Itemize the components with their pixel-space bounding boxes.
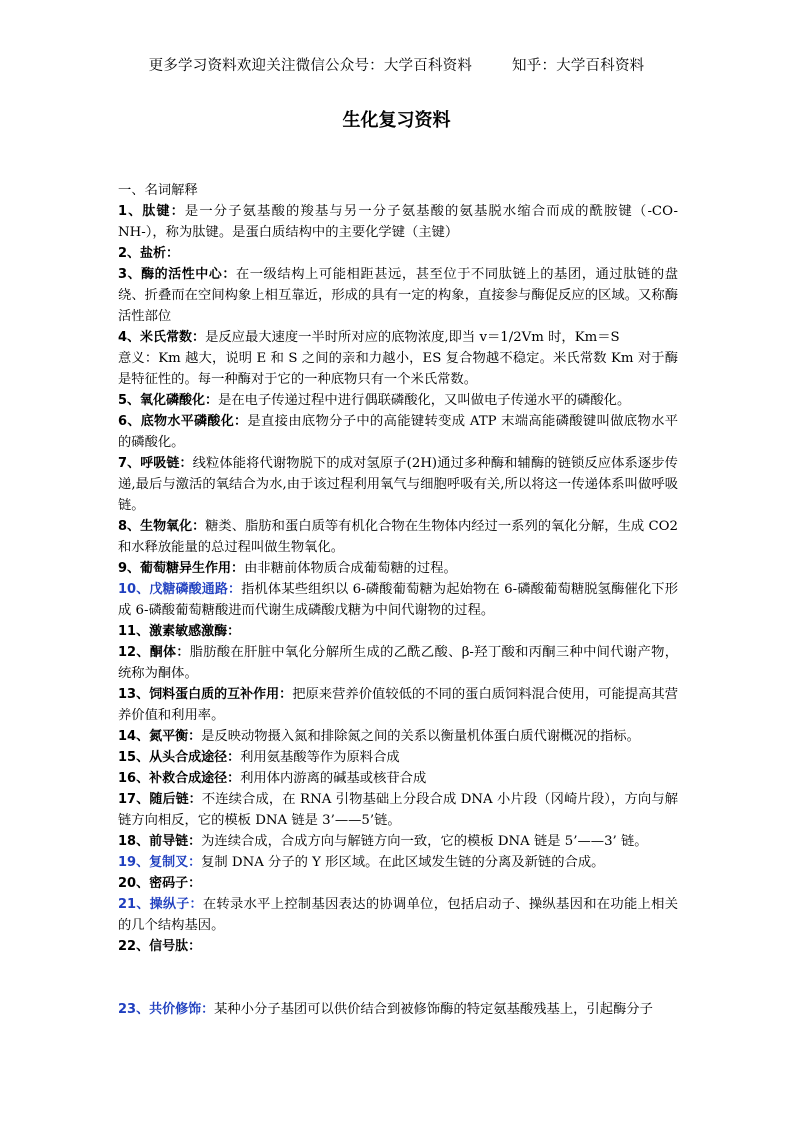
definition-text: 脂肪酸在肝脏中氧化分解所生成的乙酰乙酸、β-羟丁酸和丙酮三种中间代谢产物，统称为酮体。 — [118, 645, 678, 681]
definition-entry — [118, 894, 678, 936]
definition-term-text: 酶的活性中心： — [141, 267, 236, 282]
definition-text: 在转录水平上控制基因表达的协调单位，包括启动子、操纵基因和在功能上相关的几个结构基因。 — [118, 897, 678, 933]
definition-term — [118, 645, 190, 660]
definition-number: 11、 — [118, 624, 150, 639]
definition-term-text: 呼吸链： — [140, 456, 193, 471]
document-title: 生化复习资料 — [342, 110, 451, 131]
definition-entry — [118, 831, 678, 852]
definition-number: 5、 — [118, 393, 141, 408]
definition-term — [118, 456, 193, 471]
section-heading: 一、名词解释 — [118, 183, 198, 198]
definition-text: 利用体内游离的碱基或核苷合成 — [240, 771, 427, 786]
definition-text: 把原来营养价值较低的不同的蛋白质饲料混合使用，可能提高其营养价值和利用率。 — [118, 687, 678, 723]
definition-term-text: 操纵子： — [149, 897, 203, 912]
definition-term-text: 密码子： — [149, 876, 202, 891]
definition-text: 某种小分子基团可以供价结合到被修饰酶的特定氨基酸残基上，引起酶分子 — [214, 1002, 653, 1017]
definition-number: 1、 — [118, 204, 143, 219]
definition-term — [118, 414, 247, 429]
document-body — [118, 180, 678, 1020]
definition-term-text: 激素敏感激酶： — [149, 624, 241, 639]
definition-text: 在一级结构上可能相距甚远，甚至位于不同肽链上的基团，通过肽链的盘绕、折叠而在空间构象上相互靠近，形成的具有一定的构象，直接参与酶促反应的区域。又称酶活性部位 — [118, 267, 679, 324]
definition-number: 3、 — [118, 267, 142, 282]
definition-term — [118, 561, 244, 576]
definition-term — [118, 750, 240, 765]
definition-number: 15、 — [118, 750, 150, 765]
definition-number: 18、 — [118, 834, 150, 849]
definition-entry — [118, 516, 678, 558]
header-zhihu-text: 知乎：大学百科资料 — [512, 58, 645, 74]
definition-number: 23、 — [118, 1002, 150, 1017]
definition-term — [118, 519, 205, 534]
definition-entry — [118, 243, 678, 264]
definition-term-text: 氧化磷酸化： — [140, 393, 219, 408]
definition-number: 8、 — [118, 519, 141, 534]
definition-term — [118, 330, 205, 345]
definition-entry — [118, 579, 678, 621]
definition-number: 4、 — [118, 330, 141, 345]
definition-text: 利用氨基酸等作为原料合成 — [240, 750, 400, 765]
definition-entry — [118, 201, 678, 243]
definition-term-text: 复制叉： — [149, 855, 202, 870]
definition-term — [118, 246, 179, 261]
definition-term-text: 前导链： — [149, 834, 202, 849]
definition-text: 是一分子氨基酸的羧基与另一分子氨基酸的氨基脱水缩合而成的酰胺键（-CO-NH-），称为肽键。是蛋白质结构中的主要化学键（主键） — [118, 204, 678, 240]
blank-space — [118, 957, 678, 999]
definition-term-text: 补救合成途径： — [149, 771, 241, 786]
definition-number: 13、 — [118, 687, 150, 702]
definition-term — [118, 897, 203, 912]
definition-term — [118, 771, 240, 786]
definition-term — [118, 729, 201, 744]
definition-list — [118, 201, 678, 1020]
header-wechat-text: 更多学习资料欢迎关注微信公众号：大学百科资料 — [148, 58, 473, 74]
definition-term-text: 酮体： — [149, 645, 190, 660]
definition-entry — [118, 621, 678, 642]
definition-text: 是反应最大速度一半时所对应的底物浓度,即当 v＝1/2Vm 时，Km＝S — [205, 330, 620, 345]
definition-entry — [118, 999, 678, 1020]
definition-entry — [118, 684, 678, 726]
definition-entry — [118, 411, 678, 453]
definition-term — [118, 267, 236, 282]
definition-term — [118, 939, 201, 954]
definition-term — [118, 393, 218, 408]
definition-number: 6、 — [118, 414, 141, 429]
definition-entry — [118, 558, 678, 579]
definition-entry — [118, 453, 678, 516]
definition-text: 复制 DNA 分子的 Y 形区域。在此区域发生链的分离及新链的合成。 — [201, 855, 605, 870]
definition-term — [118, 855, 201, 870]
definition-entry — [118, 264, 678, 327]
definition-term — [118, 792, 202, 807]
definition-term — [118, 582, 241, 597]
definition-term-text: 信号肽： — [149, 939, 202, 954]
definition-number: 16、 — [118, 771, 150, 786]
definition-text: 为连续合成，合成方向与解链方向一致，它的模板 DNA 链是 5’——3’ 链。 — [201, 834, 648, 849]
definition-text: 是在电子传递过程中进行偶联磷酸化，又叫做电子传递水平的磷酸化。 — [218, 393, 631, 408]
definition-number: 12、 — [118, 645, 150, 660]
definition-entry — [118, 873, 678, 894]
definition-text: 糖类、脂肪和蛋白质等有机化合物在生物体内经过一系列的氧化分解，生成 CO2 和水释放能量的总过程叫做生物氧化。 — [118, 519, 678, 555]
definition-number: 22、 — [118, 939, 150, 954]
definition-entry — [118, 726, 678, 747]
definition-term-text: 肽键： — [142, 204, 185, 219]
definition-term — [118, 204, 185, 219]
definition-term — [118, 687, 292, 702]
definition-number: 10、 — [118, 582, 150, 597]
definition-number: 19、 — [118, 855, 150, 870]
definition-term-text: 米氏常数： — [140, 330, 206, 345]
definition-term-text: 饲料蛋白质的互补作用： — [149, 687, 293, 702]
definition-text: 是直接由底物分子中的高能键转变成 ATP 末端高能磷酸键叫做底物水平的磷酸化。 — [118, 414, 678, 450]
definition-text: 指机体某些组织以 6-磷酸葡萄糖为起始物在 6-磷酸葡萄糖脱氢酶催化下形成 6-磷酸葡萄糖酸进而代谢生成磷酸戊糖为中间代谢物的过程。 — [118, 582, 678, 618]
definition-entry — [118, 768, 678, 789]
definition-term-text: 氮平衡： — [149, 729, 202, 744]
definition-term — [118, 876, 201, 891]
definition-term — [118, 834, 201, 849]
definition-entry — [118, 936, 678, 957]
definition-entry — [118, 852, 678, 873]
definition-term-text: 盐析： — [140, 246, 180, 261]
definition-entry — [118, 642, 678, 684]
definition-text: 是反映动物摄入氮和排除氮之间的关系以衡量机体蛋白质代谢概况的指标。 — [201, 729, 640, 744]
definition-number: 7、 — [118, 456, 141, 471]
definition-term — [118, 624, 240, 639]
definition-number: 17、 — [118, 792, 150, 807]
page-header — [0, 54, 793, 75]
definition-term-text: 葡萄糖异生作用： — [140, 561, 245, 576]
definition-text: 线粒体能将代谢物脱下的成对氢原子(2H)通过多种酶和辅酶的链锁反应体系逐步传递,最后与激活的氧结合为水,由于该过程利用氧气与细胞呼吸有关,所以将这一传递体系叫做呼吸链。 — [118, 456, 678, 513]
definition-text: 不连续合成，在 RNA 引物基础上分段合成 DNA 小片段（冈崎片段），方向与解链方向相反，它的模板 DNA 链是 3’——5’链。 — [118, 792, 678, 828]
definition-term-text: 随后链： — [149, 792, 202, 807]
definition-term-text: 底物水平磷酸化： — [140, 414, 248, 429]
definition-entry — [118, 390, 678, 411]
definition-term — [118, 1002, 214, 1017]
definition-term-text: 戊糖磷酸通路： — [149, 582, 242, 597]
definition-term-text: 从头合成途径： — [149, 750, 241, 765]
definition-number: 20、 — [118, 876, 150, 891]
definition-entry — [118, 747, 678, 768]
definition-number: 9、 — [118, 561, 141, 576]
definition-number: 2、 — [118, 246, 141, 261]
definition-term-text: 生物氧化： — [140, 519, 206, 534]
definition-entry — [118, 789, 678, 831]
definition-term-text: 共价修饰： — [149, 1002, 215, 1017]
definition-extra: 意义：Km 越大，说明 E 和 S 之间的亲和力越小，ES 复合物越不稳定。米氏常数 Km 对于酶是特征性的。每一种酶对于它的一种底物只有一个米氏常数。 — [118, 351, 678, 387]
definition-number: 21、 — [118, 897, 150, 912]
definition-text: 由非糖前体物质合成葡萄糖的过程。 — [244, 561, 457, 576]
definition-entry — [118, 327, 678, 348]
definition-number: 14、 — [118, 729, 150, 744]
